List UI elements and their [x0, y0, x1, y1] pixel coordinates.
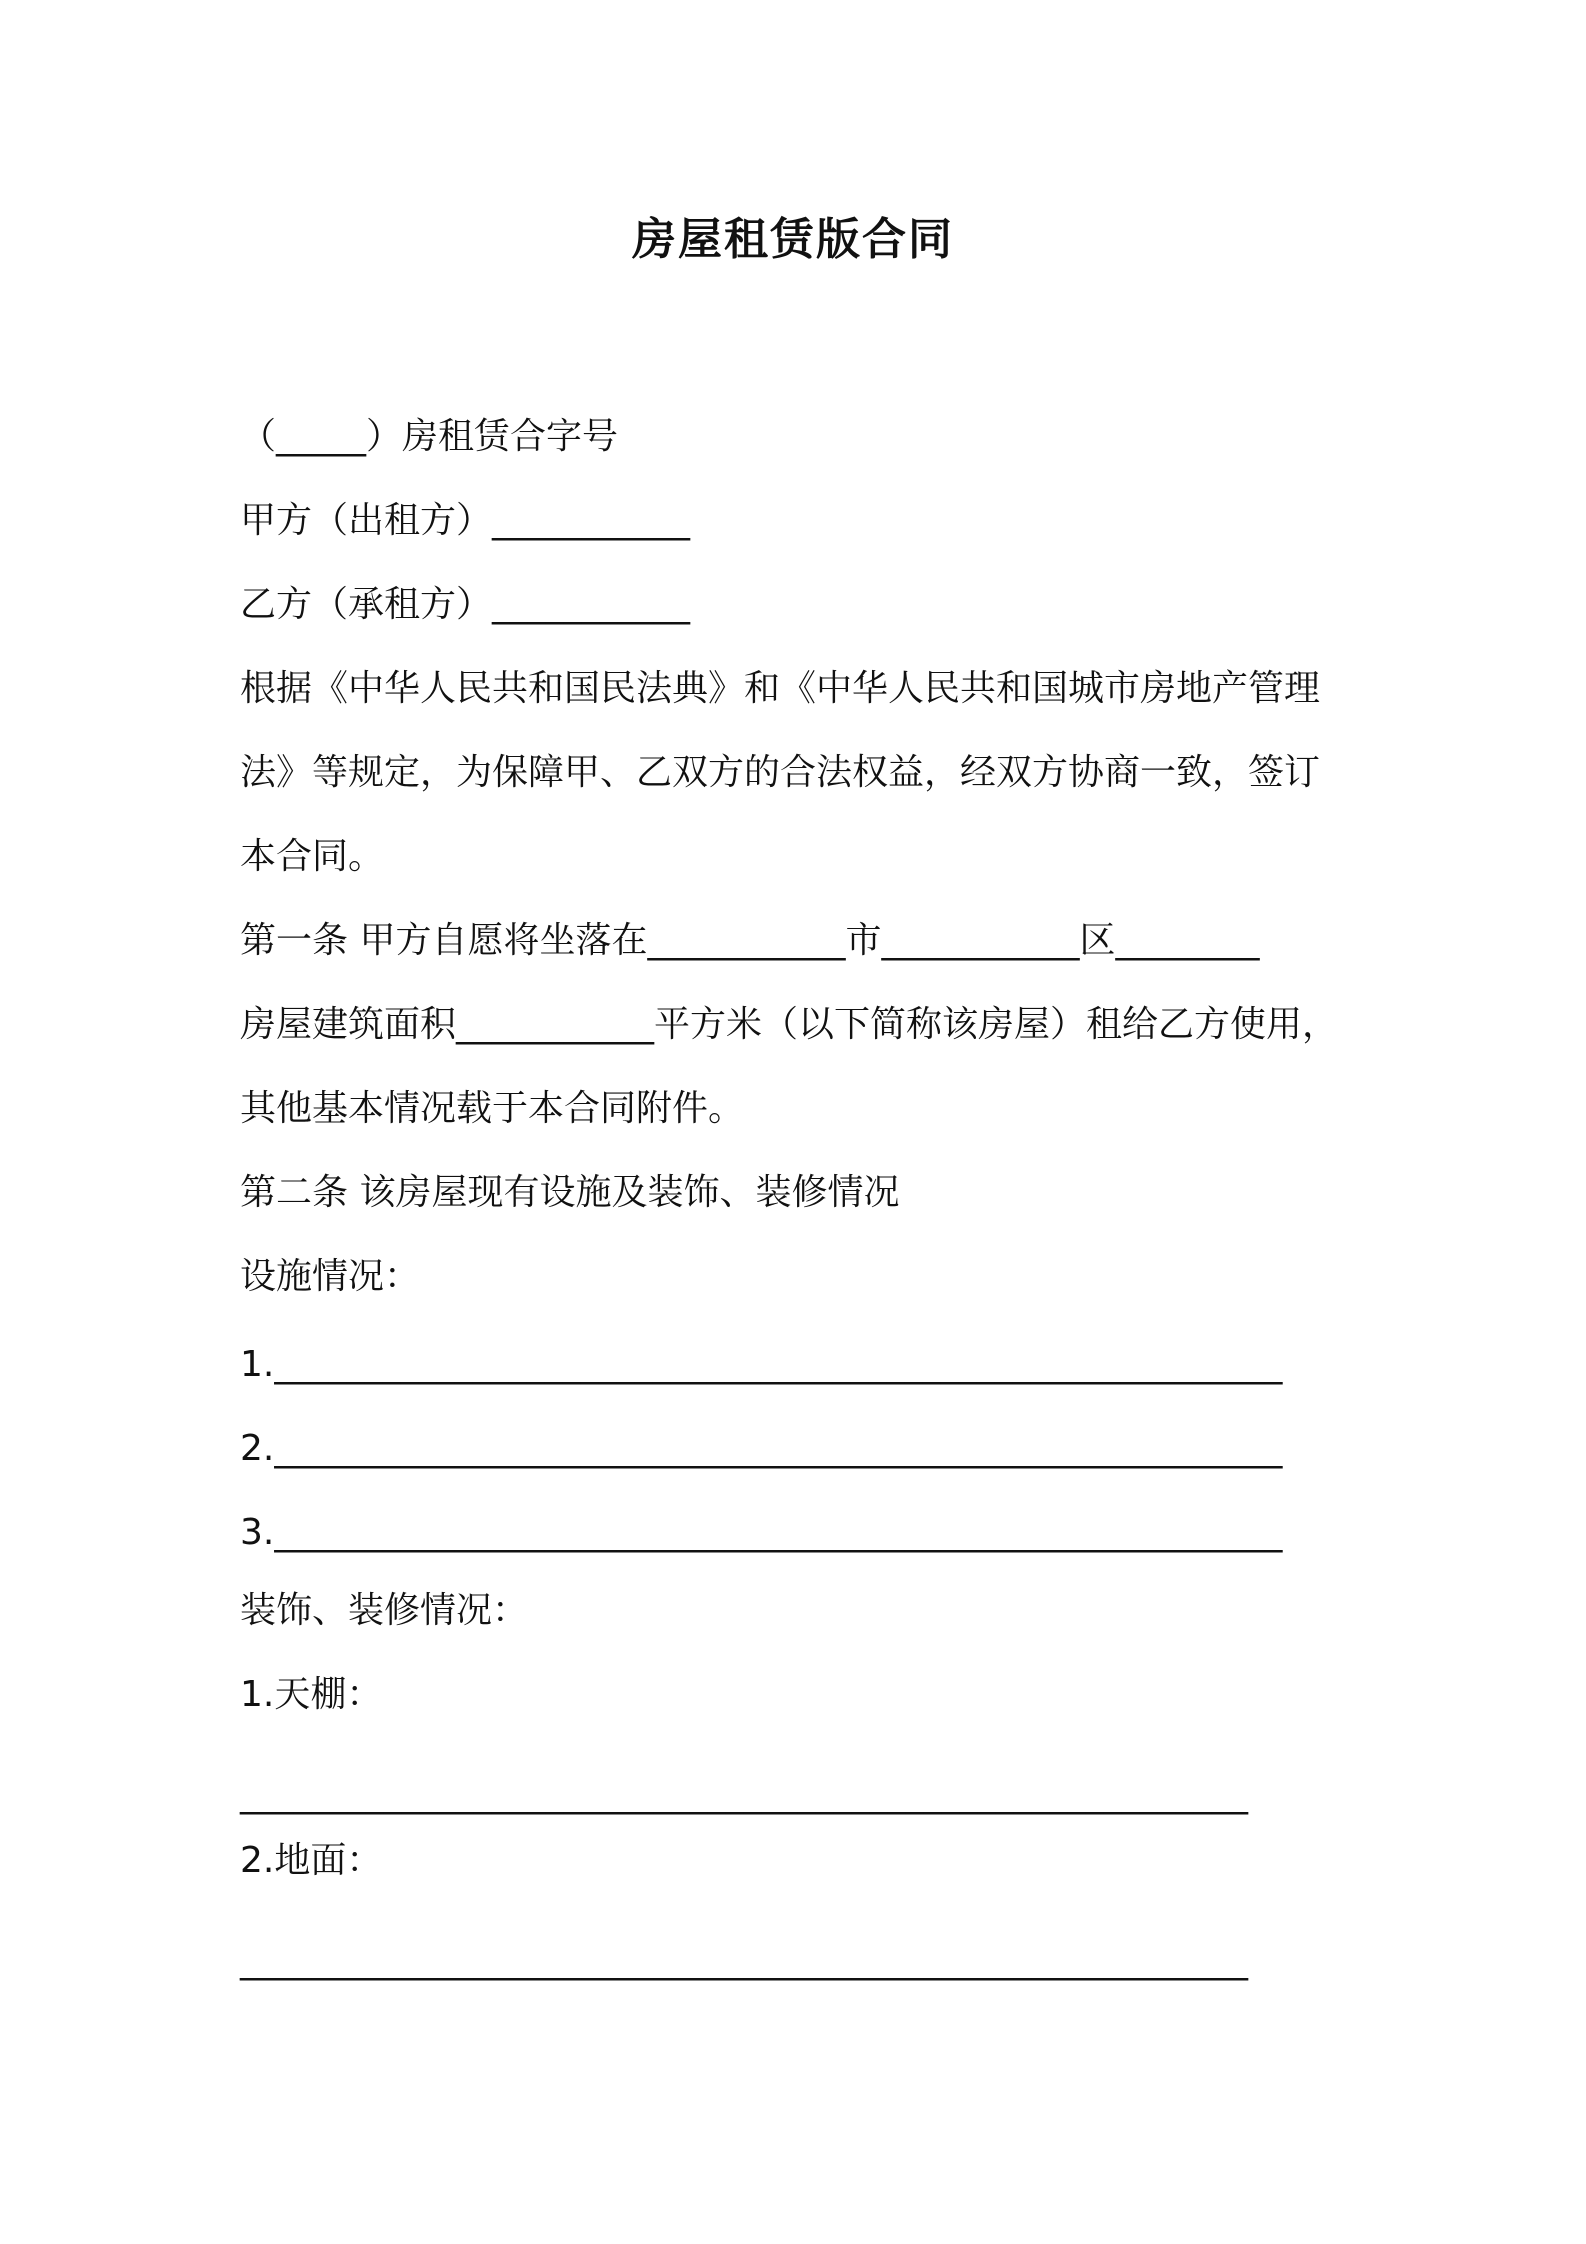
floor-blank-line: ________________________________________________________ — [240, 1940, 1248, 1981]
facilities-label: 设施情况： — [240, 1256, 421, 1297]
document-title: 房屋租赁版合同 — [632, 214, 954, 265]
facility-item-2: 2.________________________________________________________ — [240, 1428, 1283, 1469]
party-a-line: 甲方（出租方）___________ — [240, 500, 691, 541]
article-2-heading: 第二条 该房屋现有设施及装饰、装修情况 — [240, 1172, 900, 1213]
floor-label: 2.地面： — [240, 1840, 383, 1881]
contract-number-line: （_____）房租赁合字号 — [240, 416, 619, 457]
preamble-line-2: 法》等规定，为保障甲、乙双方的合法权益，经双方协商一致，签订 — [240, 752, 1321, 793]
party-b-line: 乙方（承租方）___________ — [240, 584, 691, 625]
preamble-line-1: 根据《中华人民共和国民法典》和《中华人民共和国城市房地产管理 — [240, 668, 1321, 709]
preamble-line-3: 本合同。 — [240, 836, 385, 877]
decoration-label: 装饰、装修情况： — [240, 1590, 529, 1631]
article-1-line-3: 其他基本情况载于本合同附件。 — [240, 1088, 745, 1129]
ceiling-blank-line: ________________________________________________________ — [240, 1774, 1248, 1815]
article-1-line-1: 第一条 甲方自愿将坐落在___________市___________区________ — [240, 920, 1260, 961]
facility-item-3: 3.________________________________________________________ — [240, 1512, 1283, 1553]
article-1-line-2: 房屋建筑面积___________平方米（以下简称该房屋）租给乙方使用， — [240, 1004, 1339, 1045]
ceiling-label: 1.天棚： — [240, 1674, 383, 1715]
facility-item-1: 1.________________________________________________________ — [240, 1344, 1283, 1385]
